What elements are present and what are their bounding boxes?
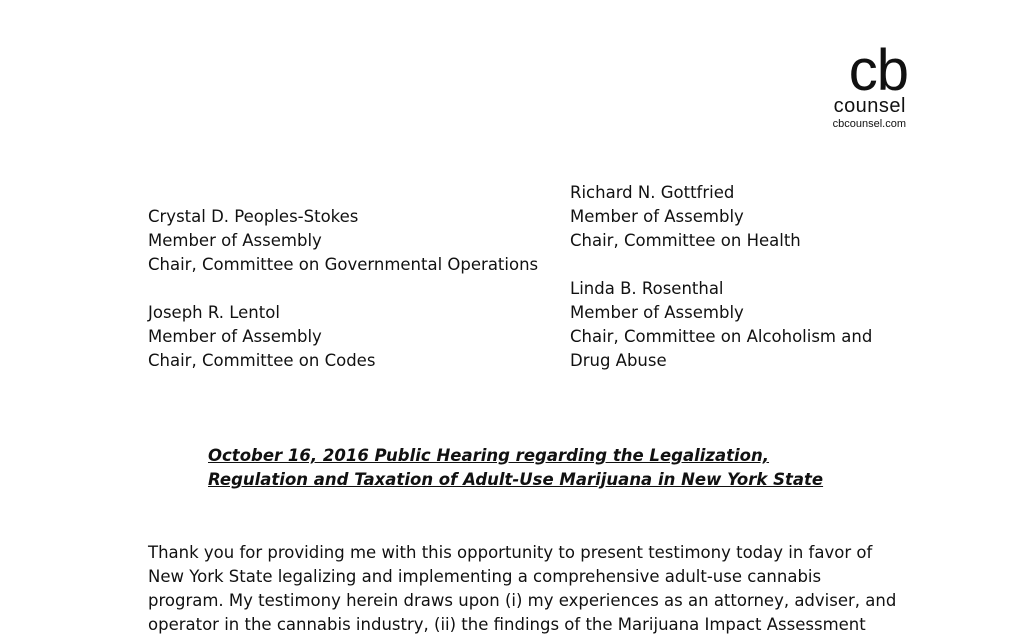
paragraph-line: operator in the cannabis industry, (ii) the findings of the Marijuana Impact Assessment (148, 615, 866, 634)
recipient-committee: Chair, Committee on Codes (148, 351, 376, 370)
recipient-block-rosenthal (570, 277, 872, 373)
recipient-block-gottfried (570, 181, 801, 253)
recipient-block-lentol (148, 301, 375, 373)
recipient-committee-continued: Drug Abuse (570, 351, 667, 370)
recipient-committee: Chair, Committee on Health (570, 231, 801, 250)
recipient-title: Member of Assembly (148, 231, 322, 250)
logo-name: counsel (833, 95, 906, 117)
recipient-name: Linda B. Rosenthal (570, 279, 724, 298)
logo-mark: cb (848, 38, 908, 103)
logo-url: cbcounsel.com (832, 118, 906, 130)
hearing-title-line-2: Regulation and Taxation of Adult-Use Marijuana in New York State (208, 470, 824, 489)
recipient-title: Member of Assembly (148, 327, 322, 346)
paragraph-line: New York State legalizing and implementing a comprehensive adult-use cannabis (148, 567, 822, 586)
paragraph-line: program. My testimony herein draws upon (i) my experiences as an attorney, adviser, and (148, 591, 897, 610)
recipient-committee: Chair, Committee on Governmental Operations (148, 255, 539, 274)
recipient-name: Crystal D. Peoples-Stokes (148, 207, 359, 226)
logo (806, 38, 908, 131)
hearing-title (208, 444, 823, 492)
recipient-name: Richard N. Gottfried (570, 183, 735, 202)
recipient-title: Member of Assembly (570, 207, 744, 226)
testimony-paragraph (148, 541, 897, 637)
recipient-name: Joseph R. Lentol (148, 303, 280, 322)
hearing-title-line-1: October 16, 2016 Public Hearing regarding the Legalization, (208, 446, 770, 465)
paragraph-line: Thank you for providing me with this opportunity to present testimony today in favor of (148, 543, 873, 562)
recipient-committee: Chair, Committee on Alcoholism and (570, 327, 873, 346)
recipient-block-peoples-stokes (148, 205, 538, 277)
recipient-title: Member of Assembly (570, 303, 744, 322)
